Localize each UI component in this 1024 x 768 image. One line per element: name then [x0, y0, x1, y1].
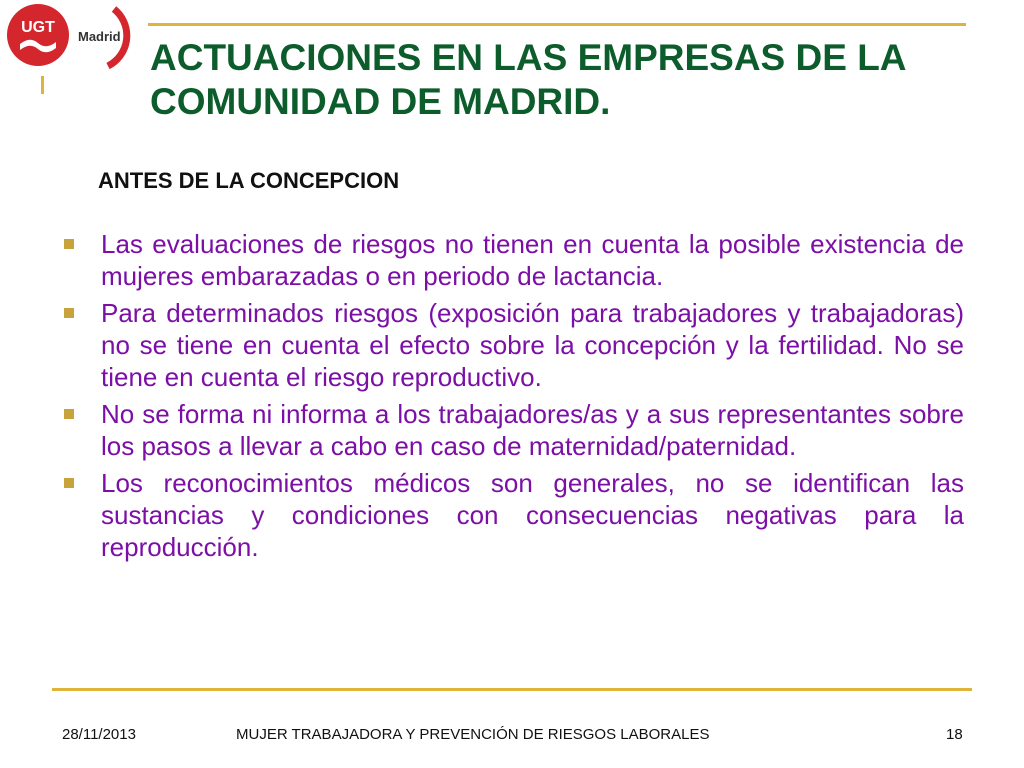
- bullet-list: [62, 228, 964, 568]
- footer-date: 28/11/2013: [62, 726, 136, 743]
- slide-subtitle: ANTES DE LA CONCEPCION: [98, 168, 400, 193]
- square-bullet-icon: [64, 478, 74, 488]
- square-bullet-icon: [64, 308, 74, 318]
- page-number: 18: [946, 726, 963, 743]
- bullet-text: No se forma ni informa a los trabajadores/as y a sus representantes sobre los pasos a llevar a cabo en caso de maternidad/paternidad.: [101, 399, 964, 461]
- square-bullet-icon: [64, 239, 74, 249]
- bullet-text: Para determinados riesgos (exposición para trabajadores y trabajadoras) no se tiene en cuenta el efecto sobre la concepción y la fertilidad. No se tiene en cuenta el riesgo reproductivo.: [101, 298, 964, 392]
- logo-region: Madrid: [78, 29, 121, 44]
- top-divider: [148, 23, 966, 26]
- bullet-text: Los reconocimientos médicos son generales, no se identifican las sustancias y condiciones con consecuencias negativas para la reproducción.: [101, 468, 964, 562]
- ugt-madrid-logo: [4, 2, 140, 102]
- footer-title: MUJER TRABAJADORA Y PREVENCIÓN DE RIESGOS LABORALES: [236, 726, 710, 743]
- square-bullet-icon: [64, 409, 74, 419]
- bullet-item: [62, 228, 964, 292]
- bottom-divider: [52, 688, 972, 691]
- bullet-item: [62, 297, 964, 393]
- bullet-item: [62, 467, 964, 563]
- logo-text: UGT: [21, 19, 55, 36]
- ugt-logo-icon: [4, 2, 140, 102]
- slide-title: ACTUACIONES EN LAS EMPRESAS DE LA COMUNIDAD DE MADRID.: [150, 37, 906, 122]
- bullet-text: Las evaluaciones de riesgos no tienen en cuenta la posible existencia de mujeres embarazadas o en periodo de lactancia.: [101, 229, 964, 291]
- bullet-item: [62, 398, 964, 462]
